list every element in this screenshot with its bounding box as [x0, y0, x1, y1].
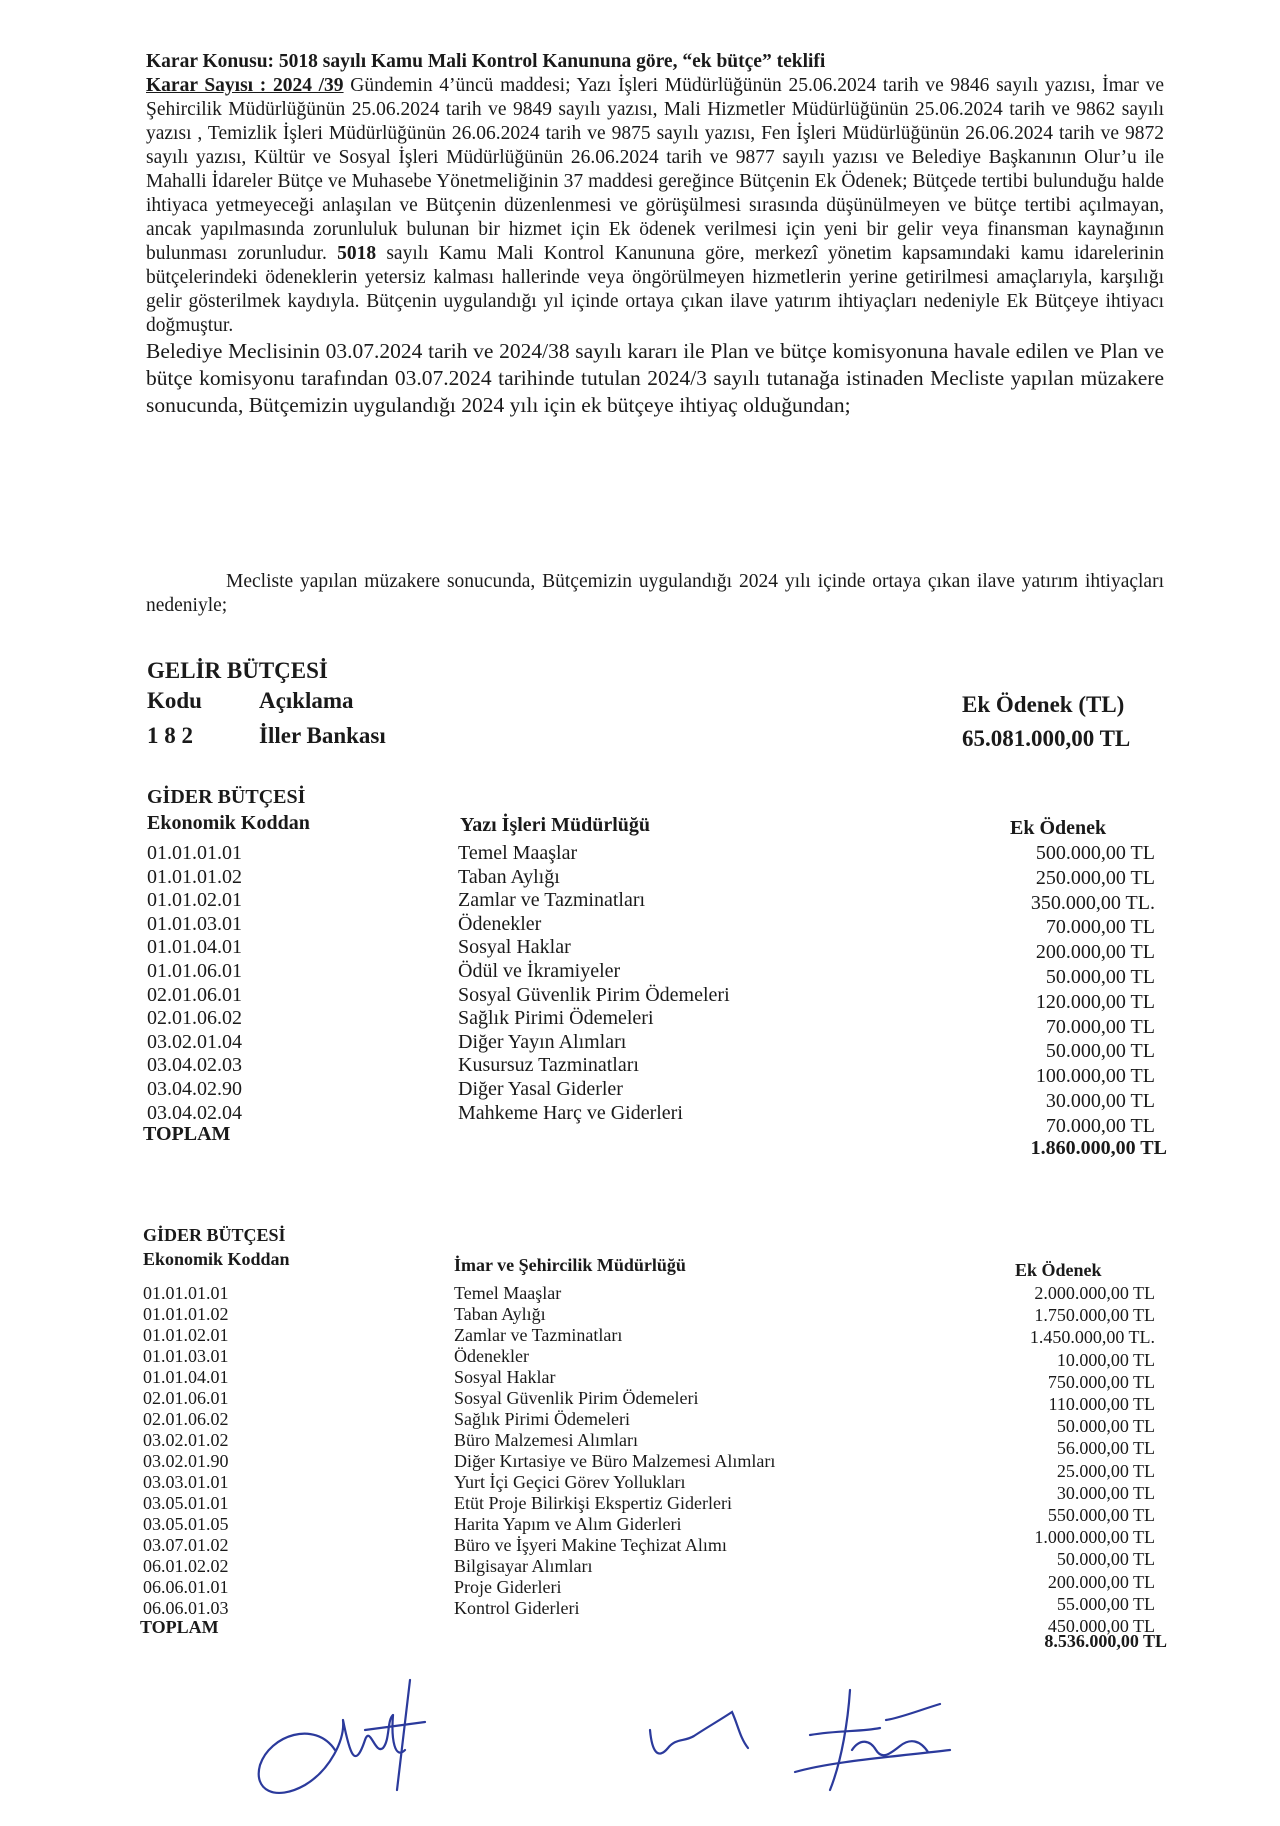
economic-code: 03.02.01.02	[143, 1430, 229, 1450]
decision-paragraph2: Mecliste yapılan müzakere sonucunda, Bütçemizin uygulandığı 2024 yılı içinde ortaya çıkan ilave yatırım ihtiyaçları nedeniyle;	[146, 571, 1164, 616]
economic-code: 01.01.04.01	[147, 936, 242, 959]
decision-text-part1: Gündemin 4’üncü maddesi; Yazı İşleri Müdürlüğünün 25.06.2024 tarih ve 9846 sayılı yazısı, İmar ve Şehircilik Müdürlüğünün 25.06.2024 tarih ve 9849 sayılı yazısı, Mali Hizmetler Müdürlüğünün 25.06.2024 tarih ve 9862 sayılı yazısı , Temizlik İşleri Müdürlüğünün 26.06.2024 tarih ve 9875 sayılı yazısı, Fen İşleri Müdürlüğünün 26.06.2024 tarih ve 9872 sayılı yazısı, Kültür ve Sosyal İşleri Müdürlüğünün 26.06.2024 tarih ve 9877 sayılı yazısı ve Belediye Başkanının Olur’u ile Mahalli İdareler Bütçe ve Muhasebe Yönetmeliğinin 37 maddesi gereğince Bütçenin Ek Ödenek; Bütçede tertibi bulunduğu halde ihtiyaca yetmeyeceği anlaşılan ve Bütçenin düzenlenmesi ve görüşülmesi sırasında düşünülmeyen ve bütçe tertibi açılmayan, ancak yapılmasında zorunluluk bulunan bir hizmet için Ek ödenek verilmesi için yeni bir gelir veya finansman kaynağının bulunması zorunludur.	[146, 75, 1164, 264]
signature-middle	[640, 1690, 770, 1780]
economic-code: 03.04.02.04	[147, 1101, 242, 1124]
expense-description: Sosyal Güvenlik Pirim Ödemeleri	[458, 983, 730, 1006]
expense-description: Zamlar ve Tazminatları	[458, 889, 646, 912]
economic-code: 06.06.01.01	[143, 1577, 229, 1597]
decision-body	[146, 74, 1164, 338]
economic-code: 03.03.01.01	[143, 1472, 229, 1492]
economic-code: 01.01.01.01	[147, 842, 242, 864]
expense-description: Büro Malzemesi Alımları	[454, 1430, 638, 1450]
expense-total-amount: 8.536.000,00 TL	[1044, 1631, 1167, 1651]
expense-description: Diğer Kırtasiye ve Büro Malzemesi Alımları	[454, 1451, 776, 1471]
expense-description: Bilgisayar Alımları	[454, 1556, 593, 1576]
expense-amount: 70.000,00 TL	[1045, 1015, 1155, 1038]
decision-text-bold: 5018	[337, 243, 377, 264]
expense-description: Ödül ve İkramiyeler	[458, 960, 621, 982]
subject-label: Karar Konusu:	[146, 51, 275, 72]
subject-text: 5018 sayılı Kamu Mali Kontrol Kanununa göre, “ek bütçe” teklifi	[278, 51, 826, 72]
expense-code-header: Ekonomik Koddan	[147, 812, 310, 834]
decision-text-part2: sayılı Kamu Mali Kontrol Kanununa göre, merkezî yönetim kapsamındaki kamu idarelerinin bütçelerindeki ödeneklerin yetersiz kalması hallerinde veya öngörülmeyen hizmetlerin yerine getirilmesi amaçlarıyla, karşılığı gelir gösterilmek kaydıyla. Bütçenin uygulandığı yıl içinde ortaya çıkan ilave yatırım ihtiyaçları nedeniyle Ek Bütçeye ihtiyacı doğmuştur.	[146, 243, 1165, 336]
expense-amount: 55.000,00 TL	[1056, 1593, 1155, 1614]
decision-text-part3: Belediye Meclisinin 03.07.2024 tarih ve 2024/38 sayılı kararı ile Plan ve bütçe komisyonuna havale edilen ve Plan ve bütçe komisyonu tarafından 03.07.2024 tarihinde tutulan 2024/3 sayılı tutanağa istinaden Mecliste yapılan müzakere sonucunda, Bütçemizin uygulandığı 2024 yılı için ek bütçeye ihtiyaç olduğundan;	[146, 339, 1164, 417]
expense-description: Kontrol Giderleri	[454, 1598, 580, 1618]
expense-description: Ödenekler	[458, 912, 542, 935]
economic-code: 02.01.06.01	[147, 983, 242, 1006]
expense-amount: 10.000,00 TL	[1056, 1349, 1155, 1370]
expense-description: Sağlık Pirimi Ödemeleri	[458, 1007, 654, 1030]
expense-amount: 350.000,00 TL.	[1030, 891, 1155, 914]
expense-title: GİDER BÜTÇESİ	[147, 786, 306, 808]
expense-description: Temel Maaşlar	[458, 842, 578, 864]
expense-amount: 200.000,00 TL	[1047, 1571, 1155, 1592]
expense-code-header: Ekonomik Koddan	[143, 1249, 290, 1269]
expense-description: Temel Maaşlar	[454, 1283, 562, 1303]
expense-amount: 56.000,00 TL	[1056, 1438, 1155, 1459]
expense-description: Taban Aylığı	[458, 865, 560, 888]
economic-code: 01.01.01.02	[143, 1304, 229, 1324]
expense-unit-name: Yazı İşleri Müdürlüğü	[460, 814, 651, 836]
expense-amount: 1.000.000,00 TL	[1034, 1527, 1155, 1548]
expense-amount: 750.000,00 TL	[1047, 1371, 1155, 1392]
expense-amount: 500.000,00 TL	[1035, 842, 1155, 864]
economic-code: 01.01.02.01	[143, 1325, 229, 1345]
revenue-code-header: Kodu	[147, 688, 202, 713]
expense-description: Zamlar ve Tazminatları	[454, 1325, 623, 1345]
expense-description: Ödenekler	[454, 1346, 529, 1366]
expense-amount: 200.000,00 TL	[1035, 941, 1155, 964]
expense-amount: 1.450.000,00 TL.	[1029, 1327, 1155, 1348]
expense-description: Sosyal Haklar	[454, 1367, 556, 1387]
expense-amount: 70.000,00 TL	[1045, 916, 1155, 939]
expense-description: Sağlık Pirimi Ödemeleri	[454, 1409, 630, 1429]
economic-code: 03.02.01.90	[143, 1451, 229, 1471]
signature-left	[215, 1660, 435, 1810]
economic-code: 01.01.06.01	[147, 960, 242, 982]
revenue-amount-header: Ek Ödenek (TL)	[962, 692, 1125, 717]
expense-total-label: TOPLAM	[140, 1617, 219, 1637]
expense-amount: 70.000,00 TL	[1045, 1114, 1155, 1137]
expense-description: Sosyal Haklar	[458, 936, 571, 959]
economic-code: 03.05.01.05	[143, 1514, 229, 1534]
expense-amount-header: Ek Ödenek	[1010, 817, 1107, 839]
economic-code: 01.01.04.01	[143, 1367, 229, 1387]
expense-amount: 30.000,00 TL	[1045, 1090, 1155, 1112]
revenue-description: İller Bankası	[259, 723, 386, 748]
expense-title: GİDER BÜTÇESİ	[143, 1225, 286, 1245]
economic-code: 02.01.06.02	[147, 1007, 242, 1030]
expense-description: Mahkeme Harç ve Giderleri	[458, 1101, 683, 1124]
economic-code: 01.01.03.01	[143, 1346, 229, 1366]
expense-description: Diğer Yasal Giderler	[458, 1078, 623, 1100]
expense-amount: 250.000,00 TL	[1035, 866, 1155, 889]
revenue-code: 1 8 2	[147, 723, 193, 748]
expense-description: Sosyal Güvenlik Pirim Ödemeleri	[454, 1388, 699, 1408]
expense-description: Taban Aylığı	[454, 1304, 546, 1324]
economic-code: 01.01.01.02	[147, 865, 242, 888]
economic-code: 02.01.06.01	[143, 1388, 229, 1408]
expense-unit-name: İmar ve Şehircilik Müdürlüğü	[454, 1255, 686, 1275]
expense-description: Kusursuz Tazminatları	[458, 1054, 639, 1077]
revenue-desc-header: Açıklama	[259, 688, 354, 713]
economic-code: 03.04.02.90	[147, 1078, 242, 1100]
expense-description: Etüt Proje Bilirkişi Ekspertiz Giderleri	[454, 1493, 732, 1513]
signature-right	[790, 1680, 960, 1800]
revenue-title: GELİR BÜTÇESİ	[147, 658, 328, 683]
expense-amount: 30.000,00 TL	[1056, 1482, 1155, 1503]
expense-amount: 100.000,00 TL	[1035, 1065, 1155, 1088]
expense-description: Harita Yapım ve Alım Giderleri	[454, 1514, 682, 1534]
economic-code: 01.01.03.01	[147, 912, 242, 935]
expense-amount: 50.000,00 TL	[1056, 1416, 1155, 1437]
expense-amount: 120.000,00 TL	[1035, 990, 1155, 1013]
decision-text	[146, 50, 1164, 419]
expense-amount: 50.000,00 TL	[1045, 966, 1155, 988]
expense-total-label: TOPLAM	[143, 1123, 231, 1146]
expense-description: Diğer Yayın Alımları	[458, 1030, 627, 1053]
expense-total-amount: 1.860.000,00 TL	[1030, 1137, 1167, 1160]
revenue-amount: 65.081.000,00 TL	[962, 726, 1131, 751]
expense-description: Yurt İçi Geçici Görev Yollukları	[454, 1472, 686, 1492]
expense-amount: 110.000,00 TL	[1048, 1394, 1155, 1414]
expense-description: Büro ve İşyeri Makine Teçhizat Alımı	[454, 1535, 727, 1555]
economic-code: 01.01.02.01	[147, 889, 242, 912]
economic-code: 03.02.01.04	[147, 1030, 242, 1053]
decision-subject	[146, 50, 1164, 74]
expense-amount: 50.000,00 TL	[1045, 1040, 1155, 1063]
expense-amount: 450.000,00 TL	[1047, 1616, 1155, 1636]
expense-amount: 1.750.000,00 TL	[1034, 1305, 1155, 1326]
expense-amount-header: Ek Ödenek	[1015, 1260, 1102, 1280]
economic-code: 03.04.02.03	[147, 1054, 242, 1077]
expense-amount: 550.000,00 TL	[1047, 1505, 1155, 1525]
expense-amount: 2.000.000,00 TL	[1034, 1283, 1155, 1303]
expense-amount: 25.000,00 TL	[1056, 1460, 1155, 1481]
economic-code: 06.06.01.03	[143, 1598, 229, 1618]
expense-description: Proje Giderleri	[454, 1577, 562, 1597]
economic-code: 06.01.02.02	[143, 1556, 229, 1576]
economic-code: 03.05.01.01	[143, 1493, 229, 1513]
economic-code: 01.01.01.01	[143, 1283, 229, 1303]
expense-amount: 50.000,00 TL	[1056, 1549, 1155, 1570]
economic-code: 03.07.01.02	[143, 1535, 229, 1555]
decision-number: Karar Sayısı : 2024 /39	[146, 75, 344, 96]
economic-code: 02.01.06.02	[143, 1409, 229, 1429]
